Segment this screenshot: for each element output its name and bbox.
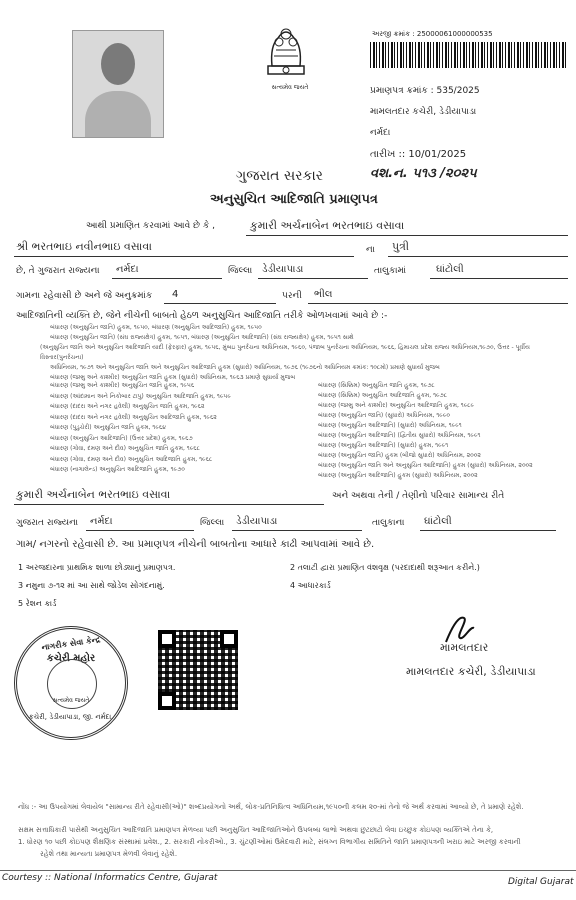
order-left-item: બંધારણ (દાદરા અને નગર હવેલી) અનુસુચિત જાતિ હુકમ, ૧૯૬૨ (50, 403, 205, 410)
line1-prefix: આથી પ્રમાણિત કરવામાં આવે છે કે , (86, 221, 215, 231)
line7-district: નર્મદા (90, 516, 113, 527)
order-right-item: બંધારણ (અનુસુચિત જાતિ) (સુધારો) અધિનિયમ, ૧૯૯૦ (318, 412, 451, 419)
holder-name: કુમારી અર્ચનાબેન ભરતભાઇ વસાવા (250, 219, 405, 232)
line6-suffix: અને અથવા તેની / તેણીનો પરિવાર સામાન્ય રીતે (332, 491, 505, 501)
line4-prefix: ગામના રહેવાસી છે અને જે અનુક્રમાંક (16, 291, 153, 301)
application-number: અરજી ક્રમાંક : 25000061000000535 (372, 30, 493, 38)
signatory-title: મામલતદાર (440, 641, 489, 654)
order-top-item: અધિનિયમ, ૧૯૭૧ અને અનુસુચિત જાતિ અને અનુસુચિત આદિજાતિ હુકમ (સુધારો) અધિનિયમ, ૧૯૭૬ (૧૯૭૬નો અધિનિયમ ક્રમાંક: ૧૦૮મો) પ્રમાણે સુધાર્યા મુજબ (50, 364, 440, 371)
seal-bottom-text: કચેરી, ડેડીયાપાડા, જી. નર્મદા. (28, 713, 114, 721)
line4-serial: 4 (172, 289, 179, 300)
office-seal (14, 626, 128, 740)
document-item: 4 આધારકાર્ડ (290, 581, 331, 590)
order-right-item: બંધારણ (અનુસુચિત આદિજાતિ) (સુધારો) અધિનિયમ, ૧૯૯૧ (318, 422, 462, 429)
line3-talukama: તાલુકામાં (374, 266, 407, 276)
order-top-item: (અનુસુચિત જાતિ અને અનુસુચિત આદિજાતિ યાદી (ફેરફાર) હુકમ, ૧૯૫૬, મુંબઇ પુનર્રચના અધિનિયમ, ૧૯૬૦, પંજાબ પુનર્રચના અધિનિયમ, ૧૯૬૬, હિમાચલ પ્રદેશ રાજ્ય અધિનિયમ,૧૯૭૦, ઉત્તર - પૂર્વીય વિસ્તાર(પુનર્રચના) (40, 344, 530, 361)
orders-left-block (50, 381, 310, 476)
holder-name-repeat: કુમારી અર્ચનાબેન ભરતભાઇ વસાવા (16, 488, 171, 501)
order-left-item: બંધારણ (ગોવા, દમણ અને દીવ) અનુસુચિત આદિજાતિ હુકમ, ૧૯૬૮ (50, 455, 213, 463)
qr-code (158, 630, 238, 710)
order-top-item: બંધારણ (જમ્મુ અને કાશ્મીર) અનુસુચિત જાતિ હુકમ (સુધારો) અધિનિયમ, ૧૯૬૩ પ્રમાણે સુધાર્યા મુજબ (50, 374, 296, 381)
line3-taluka: ડેડીયાપાડા (262, 264, 304, 275)
note-verification: સક્ષમ સત્તાધિકારી પાસેથી અનુસુચિત આદિજાતિ પ્રમાણપત્ર મેળવ્યા પછી અનુસુચિત આદિજાતિઓને ઉપલબ્ધ લાભો અથવા છુટછાટો લેવા ઇચ્છુક કોઇપણ વ્યક્તિએ તેના કે, (18, 826, 494, 834)
relation: પુત્રી (392, 240, 410, 253)
photo-body (85, 91, 151, 138)
seal-emblem-text: સત્યમેવ જયતે (52, 697, 90, 704)
document-item: 2 તલાટી દ્વારા પ્રમાણિત વંશવૃક્ષ (પરદાદાથી શરૂઆત કરીને.) (290, 563, 480, 572)
order-left-item: બંધારણ (પુડુચેરી) અનુસુચિત જાતિ હુકમ, ૧૯૬૪ (50, 424, 167, 431)
order-right-item: બંધારણ (જમ્મુ અને કાશ્મીર) અનુસુચિત આદિજાતિ હુકમ, ૧૯૮૯ (318, 402, 475, 409)
order-right-item: બંધારણ (અનુસુચિત આદિજાતિ) (સુધારો) હુકમ, ૧૯૯૧ (318, 442, 449, 449)
document-item: 3 નમુના ૭-૧૨ માં આ સાથે જોડેલ સોગંદનામું. (18, 581, 165, 590)
line5-statement: આદિજાતિની વ્યક્તિ છે, જેને નીચેની બાબતો હેઠળ અનુસુચિત આદિજાતિ તરીકે ઓળખવામાં આવે છે :- (16, 311, 388, 321)
line3-jilla: જિલ્લા (228, 266, 253, 276)
ashoka-emblem-icon (260, 16, 312, 90)
certificate-title: અનુસુચિત આદિજાતિ પ્રમાણપત્ર (210, 192, 378, 207)
order-right-item: બંધારણ (સિક્કિમ) અનુસુચિત આદિજાતિ હુકમ, ૧૯૭૮ (318, 392, 448, 399)
certificate-number: પ્રમાણપત્ર ક્રમાંક : 535/2025 (370, 86, 480, 96)
footer-courtesy: Courtesy :: National Informatics Centre, Gujarat (2, 873, 218, 883)
order-left-item: બંધારણ (દાદરા અને નગર હવેલી) અનુસુચિત આદિજાતિ હુકમ, ૧૯૬૨ (50, 413, 217, 421)
footer-brand: Digital Gujarat (508, 877, 574, 887)
orders-right-block (318, 381, 572, 481)
note-residence: નોંધ :- આ ઉપયોગમાં લેવાયેલ "સામાન્ય રીતે રહેવાસી(ઓ)" શબ્દપ્રયોગનો અર્થ, લોક-પ્રતિનિધિત્વ અધિનિયમ,૧૯૫૦ની કલમ ૨૦-માં તેનો જે અર્થ કરવામાં આવ્યો છે, તે પ્રમાણે રહેશે. (18, 803, 524, 811)
barcode (370, 42, 566, 68)
father-name: શ્રી ભરતભાઇ નવીનભાઇ વસાવા (16, 240, 152, 253)
seal-middle-text: કચેરી મહોર (46, 653, 96, 664)
note-purposes: 1. ધોરણ ૧૦ પછી કોઇપણ શૈક્ષણિક સંસ્થામાં પ્રવેશ., 2. સરકારી નોકરીઓ., 3. ચુંટણીઓમાં ઉમેદવારી માટે, સંલગ્ન વિભાગીય સમિતિને જાતિ પ્રમાણપત્રની ખરાઇ માટે અરજી કરવાની (18, 838, 521, 846)
order-right-item: બંધારણ (સિક્કિમ) અનુસુચિત જાતિ હુકમ, ૧૯૭૮ (318, 382, 435, 389)
line7-talukana: તાલુકાના (372, 518, 405, 528)
line2-na: ના (366, 245, 375, 255)
signatory-office: મામલતદાર કચેરી, ડેડીયાપાડા (406, 665, 536, 678)
order-left-item: બંધારણ (આંદામાન અને નિકોબાર ટાપુ) અનુસુચિત આદિજાતિ હુકમ, ૧૯૫૯ (50, 392, 231, 400)
line8-statement: ગામ/ નગરનો રહેવાસી છે. આ પ્રમાણપત્ર નીચેની બાબતોના આધારે કાઢી આપવામાં આવે છે. (16, 539, 375, 550)
order-right-item: બંધારણ (અનુસુચિત જાતિ અને અનુસુચિત આદિજાતિ) હુકમ (સુધારો) અધિનિયમ, ૨૦૦૨ (318, 462, 533, 469)
district-name: નર્મદા (370, 128, 391, 138)
handwritten-reference: વશ.ન. ૫૧૩ /૨૦૨૫ (370, 166, 477, 181)
line7-prefix: ગુજરાત રાજ્યના (16, 518, 79, 528)
govt-title: ગુજરાત સરકાર (236, 168, 323, 184)
order-top-item: બંધારણ (અનુસુચિત જાતિ) (સંઘ રાજ્યક્ષેત્ર) હુકમ, ૧૯૫૧, બંધારણ (અનુસુચિત આદિજાતિ) (સંઘ રાજ્યક્ષેત્ર) હુકમ, ૧૯૫૧ સાથે (50, 334, 354, 341)
tribe-name: ભીલ (314, 289, 333, 300)
order-left-item: બંધારણ (અનુસુચિત આદિજાતિ) (ઉત્તર પ્રદેશ) હુકમ, ૧૯૬૭ (50, 434, 193, 442)
line3-village: ઘાંટોલી (436, 264, 464, 275)
document-item: 1 અરજદારના પ્રાથમિક શાળા છોડ્યાનું પ્રમાણપત્ર. (18, 563, 176, 572)
order-left-item: બંધારણ (જમ્મુ અને કાશ્મીર) અનુસુચિત જાતિ હુકમ, ૧૯૫૬ (50, 382, 195, 389)
line3-prefix: છે, તે ગુજરાત રાજ્યના (16, 266, 100, 276)
issue-date: તારીખ :: 10/01/2025 (370, 149, 467, 160)
note-validity: રહેશે તથા માન્યતા પ્રમાણપત્ર મેળવી લેવાનું રહેશે. (40, 850, 178, 858)
line3-district: નર્મદા (116, 264, 139, 275)
document-item: 5 રેશન કાર્ડ (18, 599, 57, 608)
orders-top-block (40, 323, 570, 383)
line7-jilla: જિલ્લા (200, 518, 225, 528)
order-right-item: બંધારણ (અનુસુચિત જાતિ) હુકમ (બીજો સુધારો) અધિનિયમ, ૨૦૦૨ (318, 452, 481, 459)
seal-top-text: નાગરીક સેવા કેન્દ્ર (40, 634, 101, 653)
order-right-item: બંધારણ (અનુસુચિત આદિજાતિ) (દ્વિતીય સુધારો) અધિનિયમ, ૧૯૯૧ (318, 432, 481, 439)
line4-parni: પરની (282, 291, 302, 301)
photo-head (101, 43, 135, 85)
applicant-photo (72, 30, 164, 138)
office-name: મામલતદાર કચેરી, ડેડીયાપાડા (370, 107, 477, 117)
order-right-item: બંધારણ (અનુસુચિત આદિજાતિ) હુકમ (સુધારો) અધિનિયમ, ૨૦૦૨ (318, 472, 478, 479)
order-left-item: બંધારણ (નાગાલેન્ડ) અનુસુચિત આદિજાતિ હુકમ, ૧૯૭૦ (50, 466, 185, 473)
line7-taluka: ડેડીયાપાડા (236, 516, 278, 527)
line7-village: ઘાંટોલી (424, 516, 452, 527)
order-top-item: બંધારણ (અનુસુચિત જાતિ) હુકમ, ૧૯૫૦, બંધારણ (અનુસુચિત આદિજાતિ) હુકમ, ૧૯૫૦ (50, 324, 262, 331)
emblem-caption: સત્યમેવ જયતે (271, 84, 309, 91)
order-left-item: બંધારણ (ગોવા, દમણ અને દીવ) અનુસુચિત જાતિ હુકમ, ૧૯૬૮ (50, 445, 200, 452)
